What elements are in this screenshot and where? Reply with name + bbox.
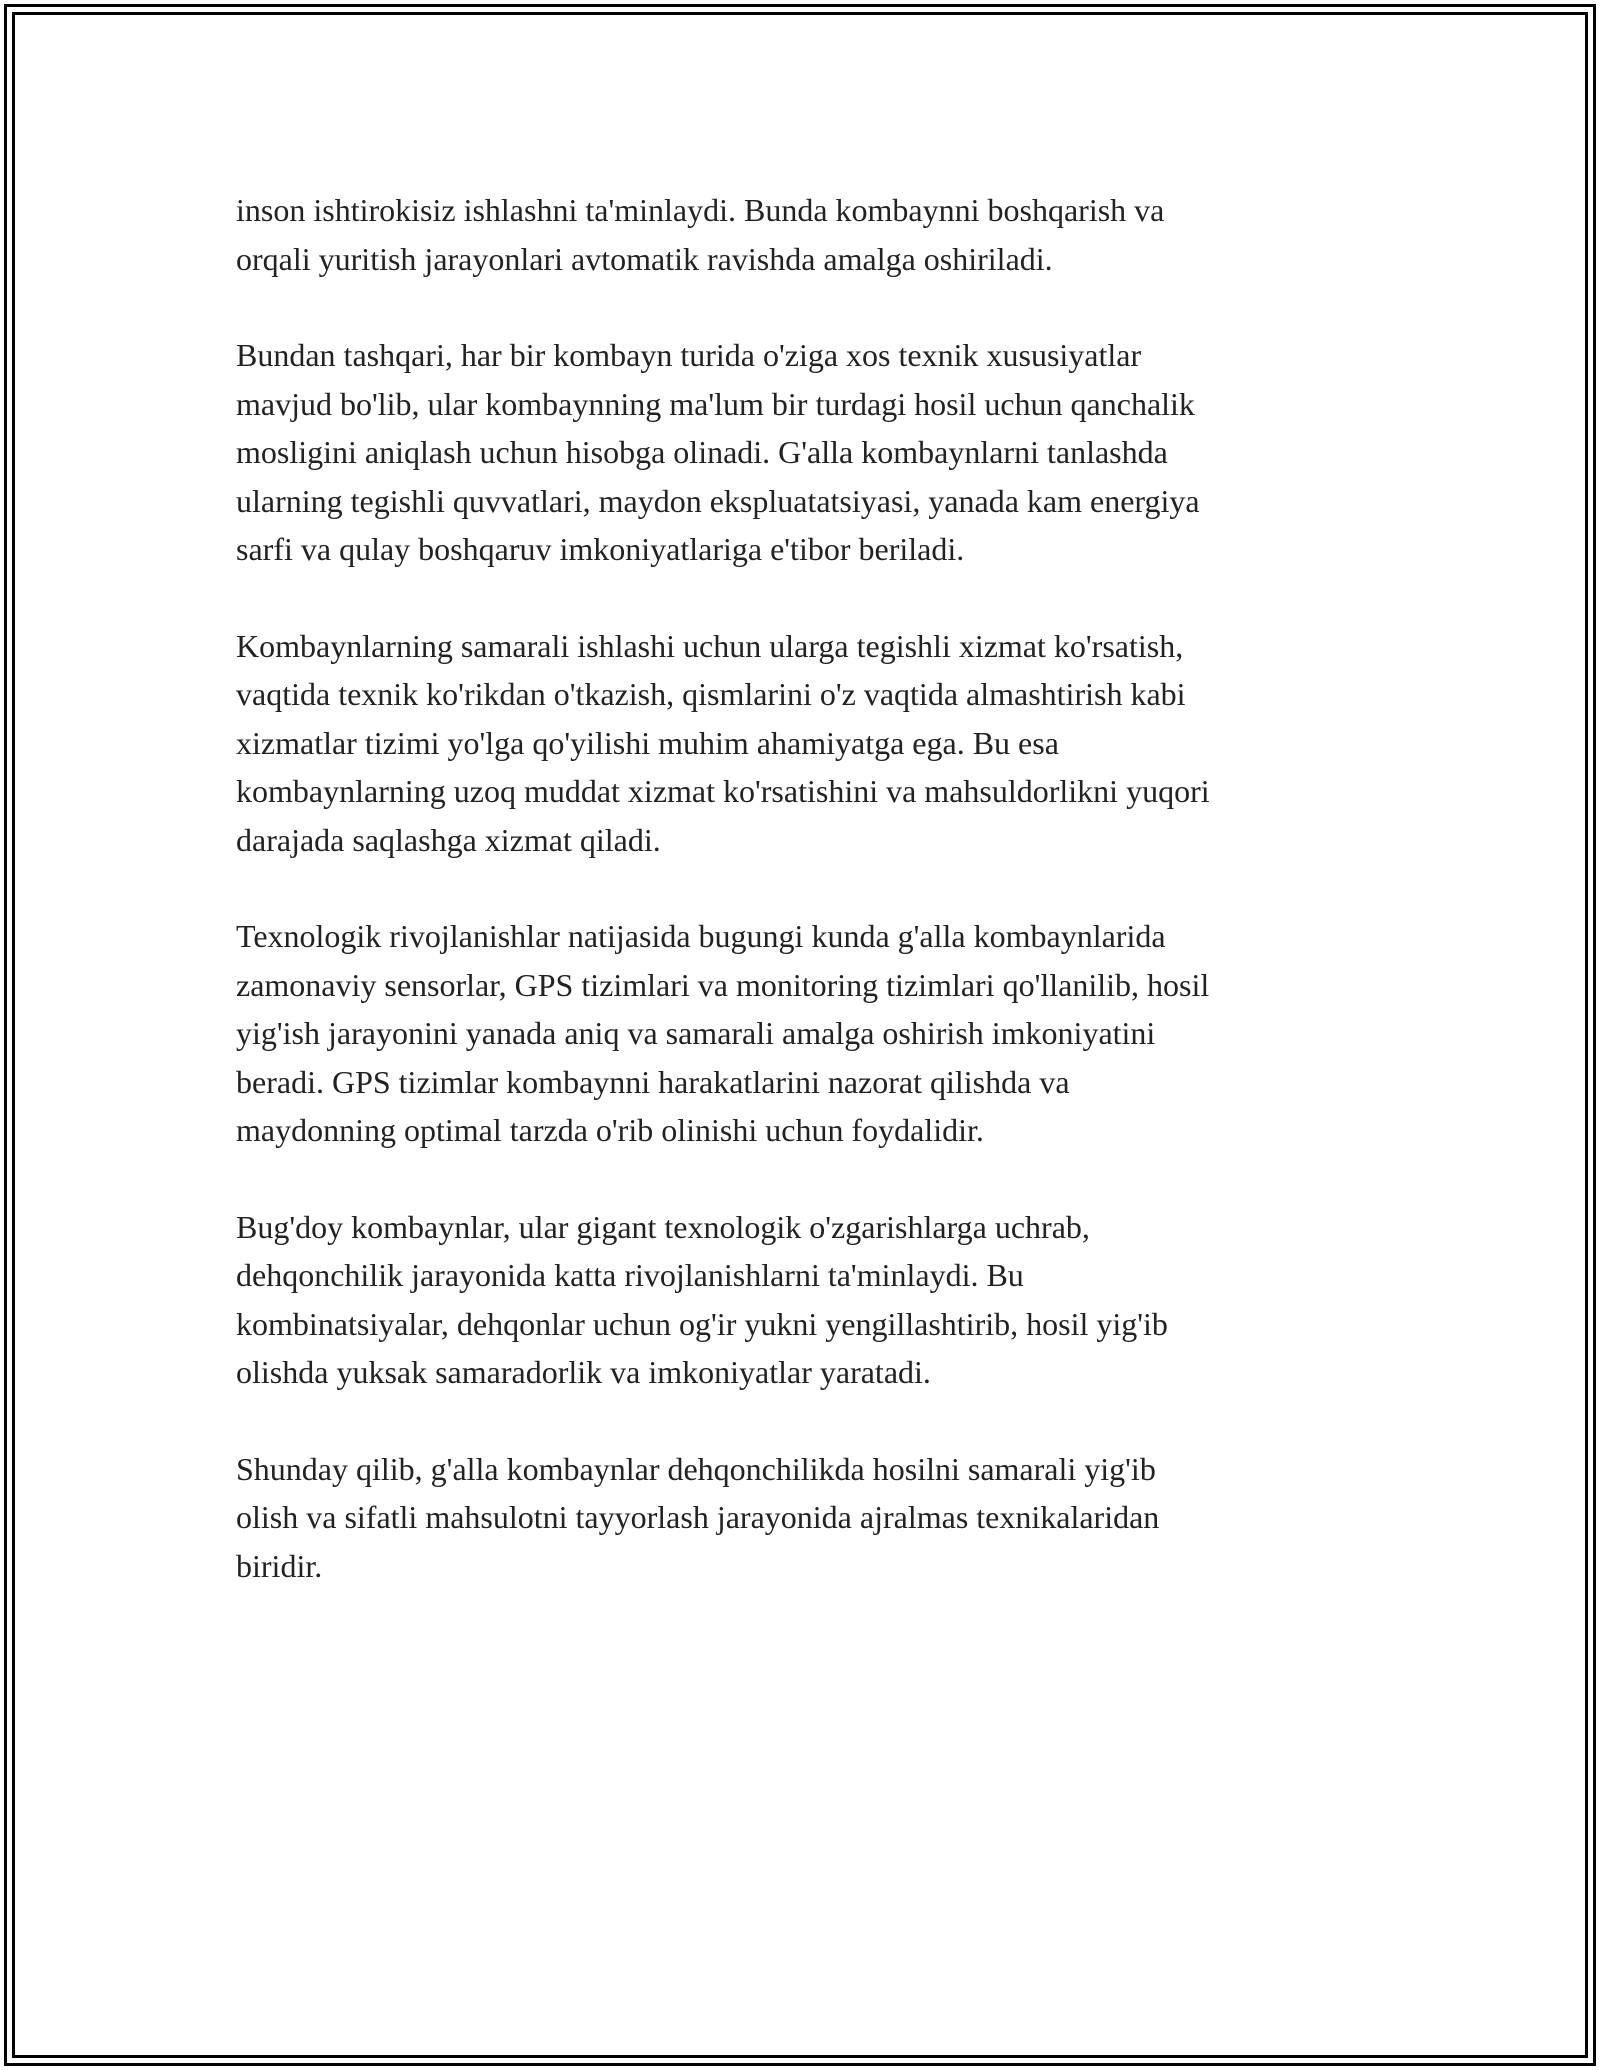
paragraph-1 [236,186,1366,283]
text-line: yig'ish jarayonini yanada aniq va samarali amalga oshirish imkoniyatini [236,1015,1156,1051]
text-line: Bundan tashqari, har bir kombayn turida o'ziga xos texnik xususiyatlar [236,337,1142,373]
text-line: darajada saqlashga xizmat qiladi. [236,821,661,858]
text-line: Kombaynlarning samarali ishlashi uchun ularga tegishli xizmat ko'rsatish, [236,627,1184,664]
text-line: ularning tegishli quvvatlari, maydon ekspluatatsiyasi, yanada kam energiya [236,482,1200,519]
text-line: zamonaviy sensorlar, GPS tizimlari va monitoring tizimlari qo'llanilib, hosil [236,966,1210,1003]
paragraph-3 [236,622,1366,865]
text-line: beradi. GPS tizimlar kombaynni harakatlarini nazorat qilishda va [236,1063,1070,1100]
paragraph-6 [236,1445,1366,1591]
text-line: sarfi va qulay boshqaruv imkoniyatlariga e'tibor beriladi. [236,531,965,567]
text-line: vaqtida texnik ko'rikdan o'tkazish, qismlarini o'z vaqtida almashtirish kabi [236,676,1186,712]
text-line: dehqonchilik jarayonida katta rivojlanishlarni ta'minlaydi. Bu [236,1257,1024,1293]
text-line: kombaynlarning uzoq muddat xizmat ko'rsatishini va mahsuldorlikni yuqori [236,773,1210,809]
text-line: mosligini aniqlash uchun hisobga olinadi. G'alla kombaynlarni tanlashda [236,434,1168,470]
paragraph-5 [236,1203,1366,1397]
text-line: mavjud bo'lib, ular kombaynning ma'lum bir turdagi hosil uchun qanchalik [236,385,1195,422]
paragraph-4 [236,912,1366,1155]
text-line: xizmatlar tizimi yo'lga qo'yilishi muhim ahamiyatga ega. Bu esa [236,724,1059,761]
text-line: maydonning optimal tarzda o'rib olinishi uchun foydalidir. [236,1112,984,1148]
paragraph-2 [236,331,1366,574]
text-line: Texnologik rivojlanishlar natijasida bugungi kunda g'alla kombaynlarida [236,918,1166,954]
text-line: olishda yuksak samaradorlik va imkoniyatlar yaratadi. [236,1354,931,1390]
text-line: olish va sifatli mahsulotni tayyorlash jarayonida ajralmas texnikalaridan [236,1499,1160,1535]
text-line: Bug'doy kombaynlar, ular gigant texnologik o'zgarishlarga uchrab, [236,1208,1090,1245]
text-line: orqali yuritish jarayonlari avtomatik ravishda amalga oshiriladi. [236,240,1053,277]
text-line: kombinatsiyalar, dehqonlar uchun og'ir yukni yengillashtirib, hosil yig'ib [236,1305,1168,1342]
text-line: biridir. [236,1547,323,1584]
document-body [236,186,1366,1638]
text-line: Shunday qilib, g'alla kombaynlar dehqonchilikda hosilni samarali yig'ib [236,1450,1156,1487]
text-line: inson ishtirokisiz ishlashni ta'minlaydi. Bunda kombaynni boshqarish va [236,192,1165,228]
